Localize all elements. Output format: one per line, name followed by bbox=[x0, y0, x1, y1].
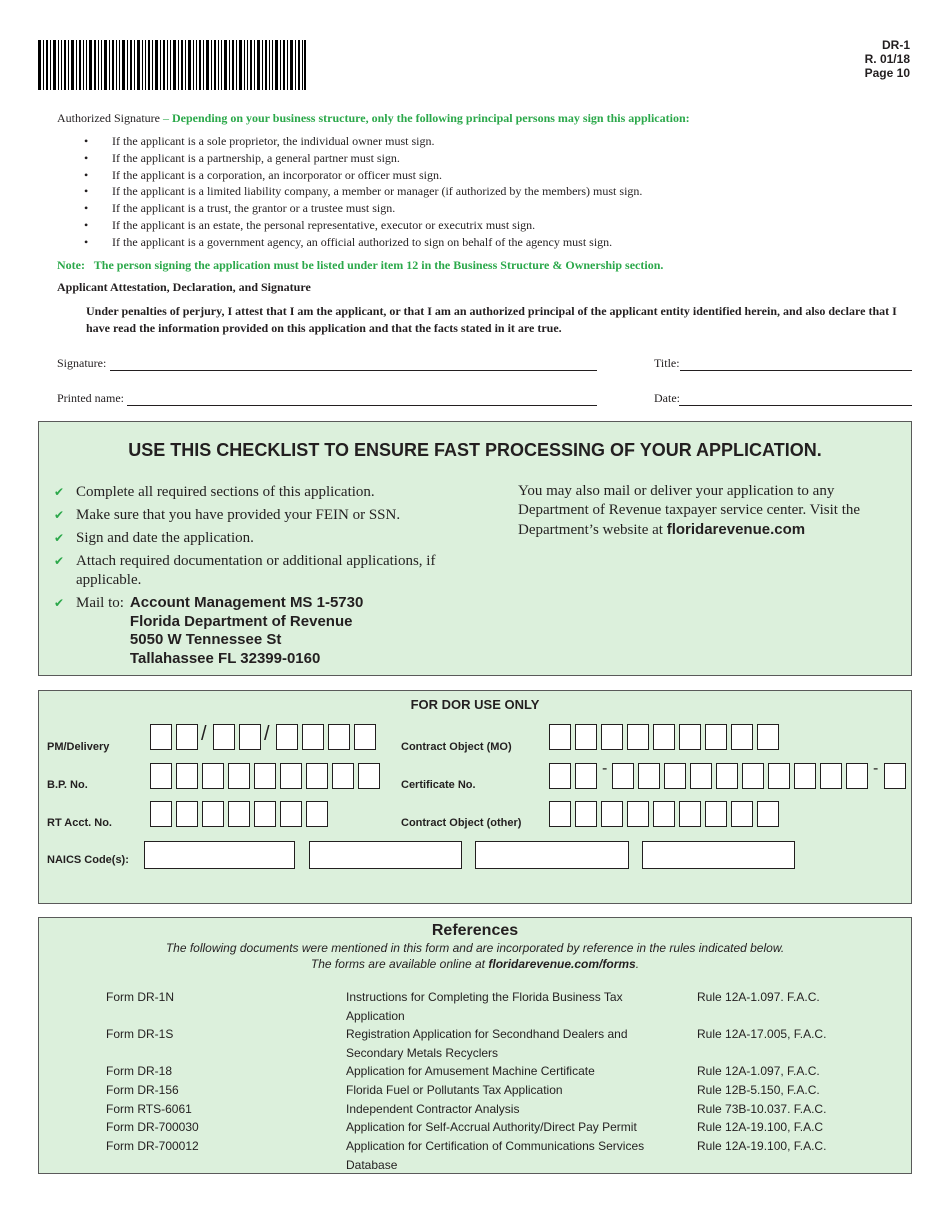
checkmark-icon: ✔ bbox=[54, 531, 65, 545]
mail-to-item bbox=[54, 594, 464, 668]
date-field[interactable] bbox=[679, 391, 912, 406]
pm-delivery-box[interactable] bbox=[150, 724, 172, 750]
signer-note: Note: The person signing the application must be listed under item 12 in the Business Structure & Ownership section. bbox=[57, 258, 664, 272]
dor-use-panel bbox=[38, 690, 912, 904]
attestation-title: Applicant Attestation, Declaration, and Signature bbox=[57, 280, 311, 294]
mail-to-label: Mail to: bbox=[76, 595, 124, 611]
form-number: DR-1 bbox=[881, 38, 910, 52]
forms-link[interactable]: floridarevenue.com/forms bbox=[488, 956, 636, 971]
checkmark-icon: ✔ bbox=[54, 554, 65, 568]
list-item: • If the applicant is an estate, the personal representative, executor or executrix must sign. bbox=[84, 217, 642, 234]
signature-label: Signature: bbox=[57, 356, 107, 370]
rt-acct-no-box[interactable] bbox=[176, 801, 198, 827]
contract-object-other-box[interactable] bbox=[679, 801, 701, 827]
list-item: ✔ Attach required documentation or additional applications, if applicable. bbox=[54, 553, 436, 588]
contract-object-other-box[interactable] bbox=[627, 801, 649, 827]
rt-acct-no-box[interactable] bbox=[150, 801, 172, 827]
bp-no-box[interactable] bbox=[228, 763, 250, 789]
references-subtitle: The following documents were mentioned in this form and are incorporated by reference in the rules indicated below. The forms are available online at floridarevenue.com/forms. bbox=[165, 941, 785, 971]
certificate-no-box[interactable] bbox=[846, 763, 868, 789]
certificate-no-box[interactable] bbox=[820, 763, 842, 789]
list-item: • If the applicant is a limited liability company, a member or manager (if authorized by the members) must sign. bbox=[84, 183, 642, 200]
certificate-no-box[interactable] bbox=[716, 763, 738, 789]
contract-object-mo-box[interactable] bbox=[679, 724, 701, 750]
contract-object-mo-box[interactable] bbox=[731, 724, 753, 750]
rt-acct-no-box[interactable] bbox=[228, 801, 250, 827]
checkmark-icon: ✔ bbox=[54, 596, 65, 610]
certificate-no-box[interactable] bbox=[575, 763, 597, 789]
authorized-signature-heading bbox=[57, 111, 690, 126]
list-item: • If the applicant is a government agency, an official authorized to sign on behalf of the agency must sign. bbox=[84, 234, 642, 251]
contract-object-mo-label: Contract Object (MO) bbox=[401, 741, 512, 753]
certificate-no-box[interactable] bbox=[768, 763, 790, 789]
heading-label: Authorized Signature bbox=[57, 111, 160, 125]
bp-no-label: B.P. No. bbox=[47, 779, 88, 791]
title-label: Title: bbox=[654, 356, 680, 370]
rt-acct-no-box[interactable] bbox=[280, 801, 302, 827]
date-slash: / bbox=[201, 723, 207, 745]
contract-object-mo-box[interactable] bbox=[549, 724, 571, 750]
heading-dash: – bbox=[159, 111, 172, 125]
bp-no-box[interactable] bbox=[306, 763, 328, 789]
form-revision: R. 01/18 bbox=[864, 52, 910, 66]
certificate-no-label: Certificate No. bbox=[401, 779, 476, 791]
certificate-dash: - bbox=[602, 760, 608, 777]
rt-acct-no-label: RT Acct. No. bbox=[47, 817, 112, 829]
printed-name-label: Printed name: bbox=[57, 391, 124, 405]
pm-delivery-box[interactable] bbox=[213, 724, 235, 750]
certificate-no-box[interactable] bbox=[612, 763, 634, 789]
bp-no-box[interactable] bbox=[280, 763, 302, 789]
pm-delivery-label: PM/Delivery bbox=[47, 741, 110, 753]
checklist-title: USE THIS CHECKLIST TO ENSURE FAST PROCESSING OF YOUR APPLICATION. bbox=[128, 440, 822, 460]
list-item: ✔ Make sure that you have provided your FEIN or SSN. bbox=[54, 507, 401, 523]
references-title: References bbox=[431, 922, 519, 939]
contract-object-other-box[interactable] bbox=[575, 801, 597, 827]
list-item: ✔ Complete all required sections of this application. bbox=[54, 484, 375, 500]
signer-rules-list bbox=[84, 133, 642, 251]
contract-object-other-box[interactable] bbox=[705, 801, 727, 827]
contract-object-mo-box[interactable] bbox=[601, 724, 623, 750]
certificate-no-box[interactable] bbox=[884, 763, 906, 789]
bp-no-box[interactable] bbox=[332, 763, 354, 789]
rt-acct-no-box[interactable] bbox=[254, 801, 276, 827]
naics-code-field[interactable] bbox=[642, 841, 795, 869]
signature-field[interactable] bbox=[110, 356, 597, 371]
list-item: • If the applicant is a corporation, an incorporator or officer must sign. bbox=[84, 167, 642, 184]
pm-delivery-box[interactable] bbox=[328, 724, 350, 750]
certificate-no-box[interactable] bbox=[690, 763, 712, 789]
list-item: • If the applicant is a sole proprietor, the individual owner must sign. bbox=[84, 133, 642, 150]
service-center-note: You may also mail or deliver your application to any Department of Revenue taxpayer service center. Visit the Department’s website at floridarevenue.com bbox=[518, 483, 861, 538]
certificate-no-box[interactable] bbox=[638, 763, 660, 789]
attestation-text: Under penalties of perjury, I attest that I am the applicant, or that I am an authorized principal of the applicant entity identified herein, and also declare that I have read the information provided on this application and that the facts stated in it are true. bbox=[86, 304, 897, 335]
contract-object-other-box[interactable] bbox=[549, 801, 571, 827]
naics-code-field[interactable] bbox=[309, 841, 462, 869]
printed-name-field[interactable] bbox=[127, 391, 597, 406]
heading-note: Depending on your business structure, only the following principal persons may sign this application: bbox=[171, 111, 690, 125]
contract-object-other-box[interactable] bbox=[757, 801, 779, 827]
form-id-block bbox=[865, 38, 910, 80]
naics-code-field[interactable] bbox=[475, 841, 629, 869]
certificate-no-box[interactable] bbox=[742, 763, 764, 789]
date-label: Date: bbox=[654, 391, 680, 405]
pm-delivery-box[interactable] bbox=[176, 724, 198, 750]
list-item: • If the applicant is a partnership, a general partner must sign. bbox=[84, 150, 642, 167]
bp-no-box[interactable] bbox=[176, 763, 198, 789]
bp-no-box[interactable] bbox=[254, 763, 276, 789]
pm-delivery-box[interactable] bbox=[239, 724, 261, 750]
bp-no-box[interactable] bbox=[150, 763, 172, 789]
contract-object-mo-box[interactable] bbox=[757, 724, 779, 750]
contract-object-mo-box[interactable] bbox=[627, 724, 649, 750]
certificate-no-box[interactable] bbox=[549, 763, 571, 789]
rt-acct-no-box[interactable] bbox=[202, 801, 224, 827]
website-link[interactable]: floridarevenue.com bbox=[666, 521, 806, 538]
contract-object-mo-box[interactable] bbox=[653, 724, 675, 750]
bp-no-box[interactable] bbox=[358, 763, 380, 789]
certificate-dash: - bbox=[873, 760, 879, 777]
rt-acct-no-box[interactable] bbox=[306, 801, 328, 827]
contract-object-other-box[interactable] bbox=[653, 801, 675, 827]
contract-object-other-label: Contract Object (other) bbox=[401, 817, 522, 829]
date-slash: / bbox=[264, 723, 270, 745]
contract-object-other-box[interactable] bbox=[731, 801, 753, 827]
dor-use-title: FOR DOR USE ONLY bbox=[410, 697, 540, 712]
naics-code-field[interactable] bbox=[144, 841, 295, 869]
contract-object-other-box[interactable] bbox=[601, 801, 623, 827]
checkmark-icon: ✔ bbox=[54, 508, 65, 522]
pm-delivery-box[interactable] bbox=[302, 724, 324, 750]
list-item: • If the applicant is a trust, the grantor or a trustee must sign. bbox=[84, 200, 642, 217]
title-field[interactable] bbox=[680, 356, 912, 371]
list-item: ✔ Sign and date the application. bbox=[54, 530, 254, 546]
bp-no-box[interactable] bbox=[202, 763, 224, 789]
contract-object-mo-box[interactable] bbox=[575, 724, 597, 750]
checklist-items bbox=[54, 483, 464, 672]
pm-delivery-box[interactable] bbox=[276, 724, 298, 750]
pm-delivery-box[interactable] bbox=[354, 724, 376, 750]
contract-object-mo-box[interactable] bbox=[705, 724, 727, 750]
certificate-no-box[interactable] bbox=[664, 763, 686, 789]
naics-label: NAICS Code(s): bbox=[47, 854, 129, 866]
mail-address: Account Management MS 1-5730 Florida Department of Revenue 5050 W Tennessee St Tallahassee FL 32399-0160 bbox=[129, 594, 364, 667]
barcode-image bbox=[38, 40, 306, 90]
page-number: Page 10 bbox=[864, 66, 910, 80]
certificate-no-box[interactable] bbox=[794, 763, 816, 789]
checkmark-icon: ✔ bbox=[54, 485, 65, 499]
